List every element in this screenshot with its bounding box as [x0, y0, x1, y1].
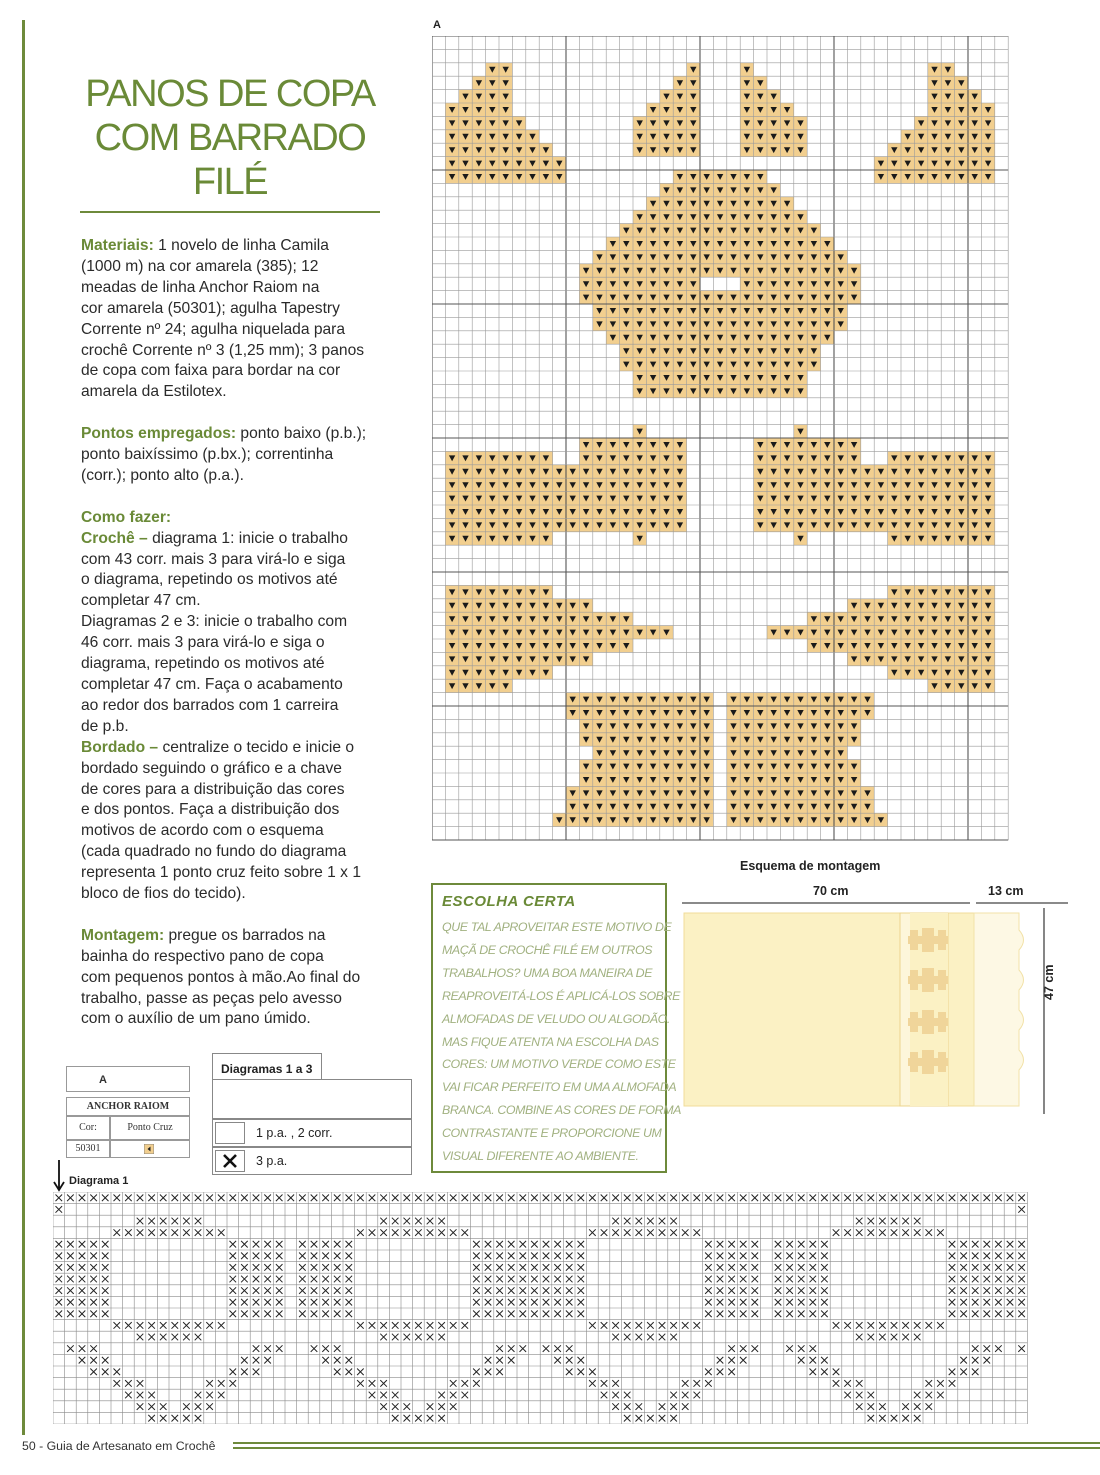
- title-line-1: PANOS DE COPA: [85, 73, 375, 115]
- assembly-schema: [682, 900, 1082, 1120]
- arrow-down-icon: [52, 1160, 68, 1194]
- materials-text: meadas de linha Anchor Raiom na: [81, 278, 320, 296]
- tip-line: ALMOFADAS DE VELUDO OU ALGODÃO.: [442, 1011, 670, 1026]
- filet-chart-label: Diagrama 1: [69, 1175, 129, 1187]
- croche-text: diagrama 1: inicie o trabalho: [147, 529, 348, 547]
- tip-line: REAPROVEITÁ-LOS É APLICÁ-LOS SOBRE: [442, 988, 680, 1003]
- color-key: [66, 1066, 190, 1158]
- schema-width-label: 70 cm: [813, 884, 849, 898]
- stitches-text: (corr.); ponto alto (p.a.).: [81, 466, 244, 484]
- stitches-heading: Pontos empregados:: [81, 425, 237, 443]
- schema-title: Esquema de montagem: [740, 859, 881, 873]
- color-key-label: A: [66, 1066, 190, 1092]
- materials-text: crochê Corrente nº 3 (1,25 mm); 3 panos: [81, 341, 365, 359]
- croche-heading: Crochê –: [81, 529, 148, 547]
- tip-line: BRANCA. COMBINE AS CORES DE FORMA: [442, 1103, 682, 1118]
- assembly-section: [81, 926, 381, 1031]
- empty-square-label: 1 p.a. , 2 corr.: [256, 1126, 333, 1140]
- croche-text: Diagramas 2 e 3: inicie o trabalho com: [81, 613, 348, 631]
- tip-text: [442, 916, 682, 1168]
- assembly-text: bainha do respectivo pano de copa: [81, 947, 324, 965]
- left-rule: [22, 20, 25, 1435]
- materials-text: 1 novelo de linha Camila: [153, 237, 329, 254]
- title-underline: [80, 211, 380, 213]
- croche-text: de p.b.: [81, 717, 129, 735]
- tip-line: MAÇÃ DE CROCHÊ FILÉ EM OUTROS: [442, 942, 653, 957]
- croche-text: ao redor dos barrados com 1 carreira: [81, 696, 339, 714]
- howto-section: [81, 508, 381, 905]
- footer-rule: [233, 1442, 1100, 1444]
- title-line-2: COM BARRADO: [94, 117, 366, 159]
- materials-text: de copa com faixa para bordar na cor: [81, 362, 341, 380]
- x-square-icon: [215, 1150, 245, 1172]
- bordado-text: motivos de acordo com o esquema: [81, 822, 324, 840]
- tip-line: QUE TAL APROVEITAR ESTE MOTIVO DE: [442, 920, 672, 934]
- materials-section: [81, 236, 381, 403]
- color-key-col-color: Cor:: [66, 1116, 110, 1140]
- stitches-section: [81, 424, 381, 487]
- schema-lace-label: 13 cm: [988, 884, 1024, 898]
- materials-text: cor amarela (50301); agulha Tapestry: [81, 299, 340, 317]
- schema-height-label: 47 cm: [1042, 964, 1056, 1000]
- diagram-key-title: Diagramas 1 a 3: [221, 1062, 313, 1076]
- croche-text: diagrama, repetindo os motivos até: [81, 655, 325, 673]
- assembly-heading: Montagem:: [81, 926, 165, 944]
- empty-square-icon: [215, 1122, 245, 1144]
- assembly-text: trabalho, passe as peças pelo avesso: [81, 989, 342, 1007]
- page-footer: 50 - Guia de Artesanato em Crochê: [22, 1439, 216, 1453]
- x-square-label: 3 p.a.: [256, 1154, 288, 1168]
- diagram-key-header-box: [212, 1079, 412, 1119]
- tip-line: VAI FICAR PERFEITO EM UMA ALMOFADA: [442, 1080, 677, 1095]
- cross-stitch-chart-label: A: [433, 19, 441, 31]
- assembly-text: com o auxílio de um pano úmido.: [81, 1010, 311, 1028]
- color-key-swatch-cell: [110, 1140, 190, 1158]
- tip-line: CONTRASTANTE E PROPORCIONE UM: [442, 1126, 662, 1141]
- tip-title: ESCOLHA CERTA: [442, 893, 576, 910]
- materials-heading: Materiais:: [81, 237, 154, 254]
- assembly-text: com pequenos pontos à mão.Ao final do: [81, 968, 361, 986]
- bordado-heading: Bordado –: [81, 738, 159, 756]
- tip-line: VISUAL DIFERENTE AO AMBIENTE.: [442, 1149, 639, 1164]
- howto-heading: Como fazer:: [81, 508, 172, 526]
- bordado-text: (cada quadrado no fundo do diagrama: [81, 843, 347, 861]
- materials-text: (1000 m) na cor amarela (385); 12: [81, 257, 319, 275]
- instructions: [81, 236, 381, 1051]
- filet-chart: [53, 1192, 1031, 1424]
- tip-line: CORES: UM MOTIVO VERDE COMO ESTE: [442, 1057, 676, 1072]
- cross-stitch-chart: [432, 36, 1010, 846]
- bordado-text: bordado seguindo o gráfico e a chave: [81, 759, 342, 777]
- color-swatch-icon: [144, 1144, 154, 1154]
- bordado-text: centralize o tecido e inicie o: [158, 738, 355, 756]
- assembly-text: pregue os barrados na: [164, 926, 326, 944]
- croche-text: com 43 corr. mais 3 para virá-lo e siga: [81, 550, 346, 568]
- tip-line: TRABALHOS? UMA BOA MANEIRA DE: [442, 965, 653, 980]
- color-key-code: 50301: [66, 1140, 110, 1158]
- footer-rule: [233, 1447, 1100, 1449]
- title-line-3: FILÉ: [192, 161, 268, 203]
- tip-line: MAS FIQUE ATENTA NA ESCOLHA DAS: [442, 1034, 659, 1049]
- croche-text: o diagrama, repetindo os motivos até: [81, 571, 338, 589]
- materials-text: Corrente nº 24; agulha niquelada para: [81, 320, 346, 338]
- stitches-text: ponto baixíssimo (p.bx.); correntinha: [81, 446, 334, 464]
- croche-text: completar 47 cm. Faça o acabamento: [81, 676, 343, 693]
- materials-text: amarela da Estilotex.: [81, 383, 227, 401]
- bordado-text: bloco de fios do tecido).: [81, 885, 246, 903]
- stitches-text: ponto baixo (p.b.);: [236, 425, 367, 443]
- bordado-text: de cores para a distribuição das cores: [81, 780, 345, 798]
- page-title: [80, 72, 380, 204]
- bordado-text: e dos pontos. Faça a distribuição dos: [81, 801, 340, 819]
- diagram-key: [212, 1053, 412, 1175]
- color-key-brand: ANCHOR RAIOM: [66, 1097, 190, 1116]
- croche-text: 46 corr. mais 3 para virá-lo e siga o: [81, 634, 325, 652]
- croche-text: completar 47 cm.: [81, 592, 201, 610]
- color-key-col-stitch: Ponto Cruz: [110, 1116, 190, 1140]
- bordado-text: representa 1 ponto cruz feito sobre 1 x 1: [81, 864, 361, 882]
